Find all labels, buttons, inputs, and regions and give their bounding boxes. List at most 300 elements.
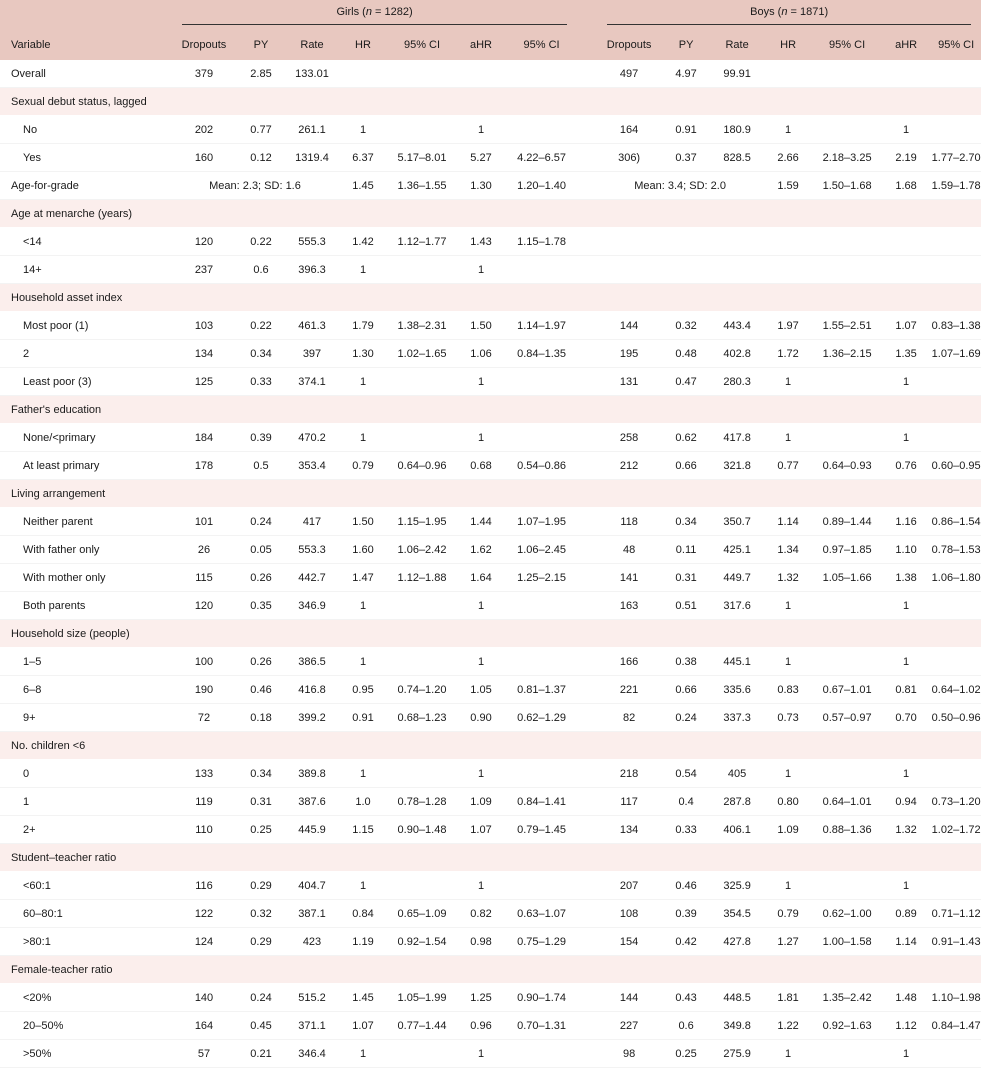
boys-cell (813, 368, 881, 396)
girls-cell: 0.6 (253, 263, 269, 276)
boys-cell: 1.14 (777, 515, 799, 528)
boys-cell: 0.46 (675, 879, 697, 892)
boys-cell: 163 (619, 599, 639, 612)
boys-cell (881, 256, 931, 284)
boys-cell: 497 (619, 67, 639, 80)
girls-cell: 0.90–1.74 (517, 991, 567, 1004)
boys-cell (931, 1040, 981, 1068)
girls-cell: 1.07–1.95 (517, 515, 567, 528)
table-row (0, 788, 981, 816)
boys-cell: 0.6 (678, 1019, 694, 1032)
girls-cell: 0.70–1.31 (517, 1019, 567, 1032)
boys-cell: 48 (622, 543, 636, 556)
boys-cell (813, 116, 881, 144)
girls-cell: 0.22 (250, 235, 272, 248)
girls-cell: 1.45 (352, 991, 374, 1004)
boys-cell: 417.8 (723, 431, 751, 444)
boys-cell: 0.42 (675, 935, 697, 948)
girls-cell: 115 (195, 571, 213, 584)
girls-cell: 1.0 (355, 795, 371, 808)
girls-cell: 6.37 (352, 151, 374, 164)
boys-cell: 0.33 (675, 823, 697, 836)
boys-cell: 1.05–1.66 (822, 571, 872, 584)
table-row (0, 116, 981, 144)
boys-cell: 306) (618, 151, 641, 164)
boys-cell: 1.07–1.69 (931, 347, 981, 360)
girls-cell: 1.06–2.45 (517, 543, 567, 556)
girls-col-header: Rate (286, 30, 338, 60)
boys-cell: 0.32 (675, 319, 697, 332)
boys-cell: 0.88–1.36 (822, 823, 872, 836)
boys-cell: 0.47 (675, 375, 697, 388)
boys-cell: 406.1 (723, 823, 751, 836)
boys-cell: 0.83–1.38 (931, 319, 981, 332)
girls-cell: 1 (477, 655, 485, 668)
boys-cell (813, 1040, 881, 1068)
boys-cell: 108 (619, 907, 639, 920)
table-row (0, 256, 981, 284)
girls-cell: 0.64–0.96 (397, 459, 447, 472)
boys-cell: 1.38 (895, 571, 917, 584)
boys-col-header: Dropouts (597, 30, 661, 60)
girls-cell: 1 (359, 263, 367, 276)
boys-mean-sd: Mean: 3.4; SD: 2.0 (634, 179, 726, 192)
girls-cell: 0.54–0.86 (517, 459, 567, 472)
girls-cell (506, 256, 577, 284)
girls-cell: 553.3 (298, 543, 326, 556)
boys-cell (931, 424, 981, 452)
row-label: 0 (23, 767, 30, 780)
row-label: 6–8 (23, 683, 42, 696)
girls-cell: 0.92–1.54 (397, 935, 447, 948)
girls-cell: 470.2 (298, 431, 326, 444)
boys-cell: 0.71–1.12 (931, 907, 981, 920)
boys-cell: 0.54 (675, 767, 697, 780)
girls-cell: 0.33 (250, 375, 272, 388)
girls-cell: 1.19 (352, 935, 374, 948)
girls-cell: 386.5 (298, 655, 326, 668)
row-label: <60:1 (23, 879, 51, 892)
boys-cell: 82 (622, 711, 636, 724)
girls-cell: 353.4 (298, 459, 326, 472)
girls-cell: 1.44 (470, 515, 492, 528)
boys-cell: 402.8 (723, 347, 751, 360)
girls-cell: 1.30 (470, 179, 492, 192)
girls-cell: 0.96 (470, 1019, 492, 1032)
row-label: 60–80:1 (23, 907, 63, 920)
boys-cell: 1 (903, 655, 910, 668)
boys-cell: 144 (619, 991, 639, 1004)
boys-cell: 1.48 (895, 991, 917, 1004)
girls-cell: 0.81–1.37 (517, 683, 567, 696)
girls-cell: 1.42 (352, 235, 374, 248)
table-row (0, 1040, 981, 1068)
boys-cell: 1 (785, 375, 792, 388)
girls-cell: 0.77 (250, 123, 272, 136)
girls-cell: 4.22–6.57 (517, 151, 567, 164)
boys-cell (711, 228, 763, 256)
row-label: 2+ (23, 823, 36, 836)
boys-cell (597, 256, 661, 284)
girls-cell: 100 (194, 655, 214, 668)
boys-cell: 1 (785, 599, 792, 612)
girls-cell: 1 (477, 431, 485, 444)
girls-cell (506, 760, 577, 788)
boys-cell: 195 (619, 347, 639, 360)
boys-cell: 828.5 (723, 151, 751, 164)
girls-col-header: Dropouts (172, 30, 236, 60)
boys-cell: 425.1 (723, 543, 751, 556)
girls-cell: 0.78–1.28 (397, 795, 447, 808)
girls-cell (388, 60, 456, 88)
girls-cell: 0.25 (250, 823, 272, 836)
girls-col-header: 95% CI (388, 30, 456, 60)
boys-cell: 1.68 (895, 179, 917, 192)
girls-cell: 160 (194, 151, 214, 164)
boys-cell: 1.14 (895, 935, 917, 948)
boys-cell (813, 60, 881, 88)
girls-cell: 1.62 (470, 543, 492, 556)
boys-cell: 98 (622, 1047, 636, 1060)
girls-cell: 1.05–1.99 (397, 991, 447, 1004)
girls-cell: 1.79 (352, 319, 374, 332)
boys-cell (813, 228, 881, 256)
boys-cell: 0.67–1.01 (822, 683, 872, 696)
girls-cell: 178 (194, 459, 214, 472)
boys-cell: 0.91–1.43 (931, 935, 981, 948)
girls-cell: 555.3 (298, 235, 326, 248)
boys-cell: 134 (619, 823, 639, 836)
boys-cell (931, 116, 981, 144)
girls-cell (388, 368, 456, 396)
section-header-row (0, 732, 981, 760)
boys-cell: 1 (785, 123, 792, 136)
girls-cell: 1.06–2.42 (397, 543, 447, 556)
boys-cell: 99.91 (723, 67, 751, 80)
girls-cell (506, 368, 577, 396)
row-label: 9+ (23, 711, 36, 724)
girls-cell (338, 60, 388, 88)
table-row (0, 312, 981, 340)
girls-cell: 120 (194, 599, 214, 612)
girls-col-header: HR (338, 30, 388, 60)
boys-cell (931, 760, 981, 788)
girls-cell: 379 (194, 67, 214, 80)
boys-cell: 227 (619, 1019, 639, 1032)
girls-cell: 190 (194, 683, 214, 696)
section-label: Age at menarche (years) (0, 200, 981, 228)
boys-cell: 0.51 (675, 599, 697, 612)
section-header-row (0, 844, 981, 872)
girls-cell: 1.15–1.95 (397, 515, 447, 528)
boys-cell: 1.59–1.78 (931, 179, 981, 192)
girls-col-header: PY (236, 30, 286, 60)
table-row (0, 592, 981, 620)
boys-cell: 0.37 (675, 151, 697, 164)
girls-cell: 0.34 (250, 767, 272, 780)
boys-cell: 2.18–3.25 (822, 151, 872, 164)
boys-cell (813, 760, 881, 788)
boys-cell: 1 (785, 879, 792, 892)
girls-cell: 397 (302, 347, 322, 360)
row-label: 20–50% (23, 1019, 64, 1032)
row-label: <20% (23, 991, 52, 1004)
boys-cell: 1.09 (777, 823, 799, 836)
boys-cell: 337.3 (723, 711, 751, 724)
girls-cell: 133 (194, 767, 214, 780)
row-label: Both parents (23, 599, 86, 612)
boys-cell: 0.57–0.97 (822, 711, 872, 724)
boys-cell: 1 (903, 599, 910, 612)
boys-cell: 0.24 (675, 711, 697, 724)
section-label: Living arrangement (0, 480, 981, 508)
boys-cell: 118 (620, 515, 638, 528)
girls-cell: 1.36–1.55 (397, 179, 447, 192)
table-row (0, 452, 981, 480)
section-header-row (0, 480, 981, 508)
boys-cell: 0.43 (675, 991, 697, 1004)
girls-cell: 0.46 (250, 683, 272, 696)
girls-cell: 1.05 (470, 683, 492, 696)
girls-cell: 0.05 (250, 543, 272, 556)
girls-cell: 0.65–1.09 (397, 907, 447, 920)
boys-cell: 325.9 (723, 879, 751, 892)
girls-cell: 0.63–1.07 (517, 907, 567, 920)
boys-cell: 1 (903, 767, 910, 780)
table-row (0, 368, 981, 396)
girls-cell: 1.07 (352, 1019, 374, 1032)
girls-cell: 515.2 (298, 991, 326, 1004)
girls-cell: 423 (302, 935, 322, 948)
girls-cell: 0.84–1.35 (517, 347, 567, 360)
girls-cell: 1.12–1.88 (397, 571, 447, 584)
table-row (0, 760, 981, 788)
boys-cell: 0.89–1.44 (822, 515, 872, 528)
girls-cell: 133.01 (295, 67, 329, 80)
boys-cell: 0.31 (675, 571, 697, 584)
boys-cell: 1.32 (777, 571, 799, 584)
row-label: Least poor (3) (23, 375, 92, 388)
section-header-row (0, 956, 981, 984)
table-row (0, 984, 981, 1012)
girls-cell: 0.29 (250, 935, 272, 948)
table-row (0, 228, 981, 256)
girls-cell: 125 (194, 375, 214, 388)
boys-cell: 0.62–1.00 (822, 907, 872, 920)
row-label: No (23, 123, 38, 136)
girls-cell: 1 (477, 767, 485, 780)
boys-cell: 2.19 (895, 151, 917, 164)
boys-cell: 0.39 (675, 907, 697, 920)
boys-cell: 427.8 (723, 935, 751, 948)
girls-cell: 1 (477, 263, 485, 276)
boys-cell: 1.72 (777, 347, 799, 360)
boys-cell (661, 256, 711, 284)
boys-cell: 1.12 (895, 1019, 917, 1032)
section-header-row (0, 396, 981, 424)
girls-cell (388, 424, 456, 452)
girls-cell: 1.12–1.77 (397, 235, 447, 248)
boys-cell: 2.66 (777, 151, 799, 164)
table-row (0, 928, 981, 956)
table-row (0, 508, 981, 536)
boys-cell: 287.8 (723, 795, 751, 808)
boys-cell: 0.38 (675, 655, 697, 668)
row-label: At least primary (23, 459, 100, 472)
boys-cell: 1.50–1.68 (822, 179, 872, 192)
boys-col-header: aHR (881, 30, 931, 60)
boys-cell: 0.73 (777, 711, 799, 724)
girls-cell: 387.6 (298, 795, 326, 808)
boys-cell: 443.4 (723, 319, 751, 332)
girls-cell: 1.25 (470, 991, 492, 1004)
boys-cell: 0.64–0.93 (822, 459, 872, 472)
boys-cell: 1.00–1.58 (822, 935, 872, 948)
girls-cell: 0.79 (352, 459, 374, 472)
boys-col-header: 95% CI (813, 30, 881, 60)
boys-cell: 218 (619, 767, 639, 780)
boys-cell (881, 60, 931, 88)
boys-cell: 0.78–1.53 (931, 543, 981, 556)
section-label: Household size (people) (0, 620, 981, 648)
girls-cell: 0.82 (470, 907, 492, 920)
girls-cell: 1319.4 (295, 151, 329, 164)
girls-cell: 2.85 (250, 67, 272, 80)
boys-cell: 0.70 (895, 711, 917, 724)
boys-col-header: Rate (711, 30, 763, 60)
section-label: Student–teacher ratio (0, 844, 981, 872)
boys-cell: 0.76 (895, 459, 917, 472)
boys-cell: 1.36–2.15 (822, 347, 872, 360)
boys-cell (661, 228, 711, 256)
girls-cell: 1.02–1.65 (397, 347, 447, 360)
table-row (0, 872, 981, 900)
girls-cell: 0.18 (250, 711, 272, 724)
boys-cell: 335.6 (723, 683, 751, 696)
boys-cell (881, 228, 931, 256)
boys-cell: 1.02–1.72 (931, 823, 981, 836)
girls-cell: 1 (359, 375, 367, 388)
boys-cell: 0.91 (675, 123, 697, 136)
girls-cell: 0.45 (250, 1019, 272, 1032)
boys-cell (931, 228, 981, 256)
girls-cell: 1.30 (352, 347, 374, 360)
boys-cell: 0.77 (777, 459, 799, 472)
girls-cell: 0.31 (250, 795, 272, 808)
row-label: <14 (23, 235, 42, 248)
boys-cell: 117 (620, 795, 638, 808)
girls-cell: 1.06 (470, 347, 492, 360)
row-label: Most poor (1) (23, 319, 89, 332)
row-label: With father only (23, 543, 100, 556)
table-row (0, 424, 981, 452)
section-label: No. children <6 (0, 732, 981, 760)
row-label: With mother only (23, 571, 106, 584)
boys-cell: 0.83 (777, 683, 799, 696)
girls-cell (506, 648, 577, 676)
girls-cell: 237 (194, 263, 214, 276)
boys-cell: 0.94 (895, 795, 917, 808)
boys-cell: 221 (619, 683, 639, 696)
girls-cell: 0.32 (250, 907, 272, 920)
boys-cell: 0.34 (675, 515, 697, 528)
girls-cell: 1 (477, 599, 485, 612)
girls-cell: 0.29 (250, 879, 272, 892)
girls-cell: 396.3 (298, 263, 326, 276)
row-label: Age-for-grade (11, 179, 79, 192)
girls-cell: 0.90–1.48 (397, 823, 447, 836)
girls-cell (388, 760, 456, 788)
table-body (0, 60, 981, 1068)
girls-cell: 124 (194, 935, 214, 948)
boys-cell (763, 256, 813, 284)
girls-cell: 0.75–1.29 (517, 935, 567, 948)
boys-cell: 321.8 (723, 459, 751, 472)
girls-cell: 57 (197, 1047, 211, 1060)
boys-cell: 1.10 (895, 543, 917, 556)
girls-cell: 404.7 (298, 879, 326, 892)
boys-cell: 0.66 (675, 683, 697, 696)
girls-cell: 399.2 (298, 711, 326, 724)
girls-cell: 445.9 (298, 823, 326, 836)
girls-cell: 0.5 (253, 459, 269, 472)
girls-cell: 5.17–8.01 (397, 151, 447, 164)
boys-cell: 0.84–1.47 (931, 1019, 981, 1032)
boys-cell: 1 (785, 655, 792, 668)
girls-cell: 0.90 (470, 711, 492, 724)
boys-cell: 207 (619, 879, 639, 892)
boys-cell: 445.1 (723, 655, 751, 668)
girls-cell: 1.50 (470, 319, 492, 332)
boys-cell (763, 60, 813, 88)
boys-cell: 1 (785, 1047, 792, 1060)
girls-cell: 1.60 (352, 543, 374, 556)
boys-cell: 0.48 (675, 347, 697, 360)
boys-cell (931, 60, 981, 88)
boys-cell: 0.80 (777, 795, 799, 808)
boys-cell: 1 (903, 1047, 910, 1060)
header-blank (0, 0, 172, 30)
section-header-row (0, 620, 981, 648)
girls-cell (388, 592, 456, 620)
girls-col-header: aHR (456, 30, 506, 60)
table-row (0, 536, 981, 564)
row-label: Overall (11, 67, 46, 80)
boys-cell (931, 368, 981, 396)
girls-cell: 416.8 (298, 683, 326, 696)
section-header-row (0, 284, 981, 312)
girls-cell: 1.38–2.31 (397, 319, 447, 332)
boys-cell: 1.32 (895, 823, 917, 836)
girls-cell: 103 (194, 319, 214, 332)
table-row (0, 60, 981, 88)
boys-cell: 154 (619, 935, 639, 948)
table-row (0, 172, 981, 200)
girls-cell (506, 592, 577, 620)
row-label: Yes (23, 151, 41, 164)
variable-column-header: Variable (0, 30, 172, 60)
boys-cell: 144 (619, 319, 639, 332)
girls-cell: 0.26 (250, 571, 272, 584)
section-label: Household asset index (0, 284, 981, 312)
boys-col-header: PY (661, 30, 711, 60)
boys-cell: 448.5 (723, 991, 751, 1004)
boys-cell: 1.59 (777, 179, 799, 192)
girls-cell (456, 60, 506, 88)
row-label: 1 (23, 795, 30, 808)
girls-cell: 346.9 (298, 599, 326, 612)
boys-cell: 1.55–2.51 (822, 319, 872, 332)
